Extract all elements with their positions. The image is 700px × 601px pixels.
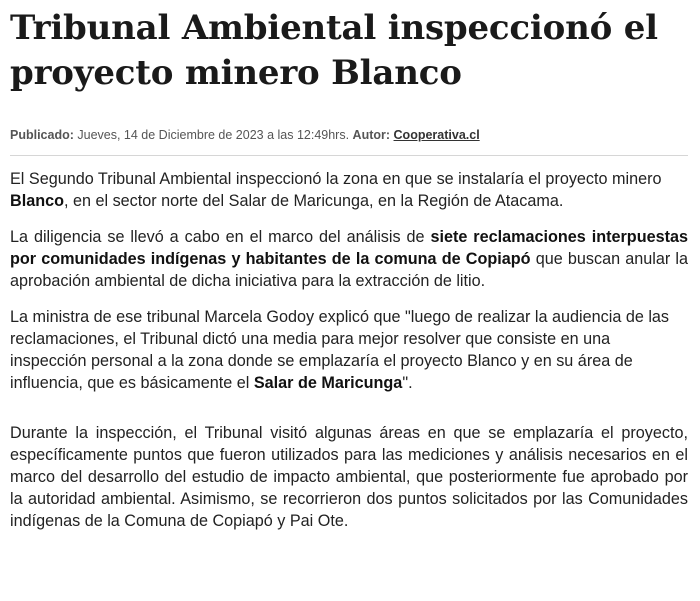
published-label: Publicado:: [10, 128, 74, 142]
paragraph-text: que buscan anular la aprobación ambiental de dicha iniciativa para la extracción de litio.: [10, 250, 689, 290]
bold-reclamaciones: siete reclamaciones interpuestas por comunidades indígenas y habitantes de la comuna de Copiapó: [10, 228, 688, 268]
author-label: Autor:: [352, 128, 391, 142]
article-headline: Tribunal Ambiental inspeccionó el proyecto minero Blanco: [10, 8, 658, 93]
author-link[interactable]: Cooperativa.cl: [393, 128, 480, 142]
paragraph-text: ".: [402, 374, 413, 392]
article-body: [10, 168, 688, 532]
paragraph-text: El Segundo Tribunal Ambiental inspeccionó la zona en que se instalaría el proyecto minero: [10, 170, 662, 188]
paragraph-text: , en el sector norte del Salar de Maricunga, en la Región de Atacama.: [63, 192, 564, 210]
bold-project-name: Blanco: [10, 192, 64, 210]
meta-divider: [10, 155, 688, 156]
paragraph-4: Durante la inspección, el Tribunal visitó algunas áreas en que se emplazaría el proyecto, específicamente puntos que fueron utilizados para las mediciones y análisis necesarios en el marco del desarrollo del estudio de impacto ambiental, que posteriormente fue aprobado por la autoridad ambiental. Asimismo, se recorrieron dos puntos solicitados por las Comunidades indígenas de la Comuna de Copiapó y Pai Ote.: [10, 424, 688, 530]
bold-salar: Salar de Maricunga: [253, 374, 403, 392]
paragraph-2: [10, 226, 688, 292]
paragraph-1: [10, 168, 688, 212]
published-date: Jueves, 14 de Diciembre de 2023 a las 12:49hrs.: [73, 128, 353, 142]
paragraph-3: [10, 306, 688, 394]
news-article: [10, 0, 688, 546]
article-meta: [10, 127, 688, 143]
paragraph-text: La ministra de ese tribunal Marcela Godoy explicó que "luego de realizar la audiencia de las reclamaciones, el Tribunal dictó una media para mejor resolver que consiste en una inspección personal a la zona donde se emplazaría el proyecto Blanco y en su área de influencia, que es básicamente el: [10, 308, 670, 392]
paragraph-text: La diligencia se llevó a cabo en el marco del análisis de: [10, 228, 431, 246]
